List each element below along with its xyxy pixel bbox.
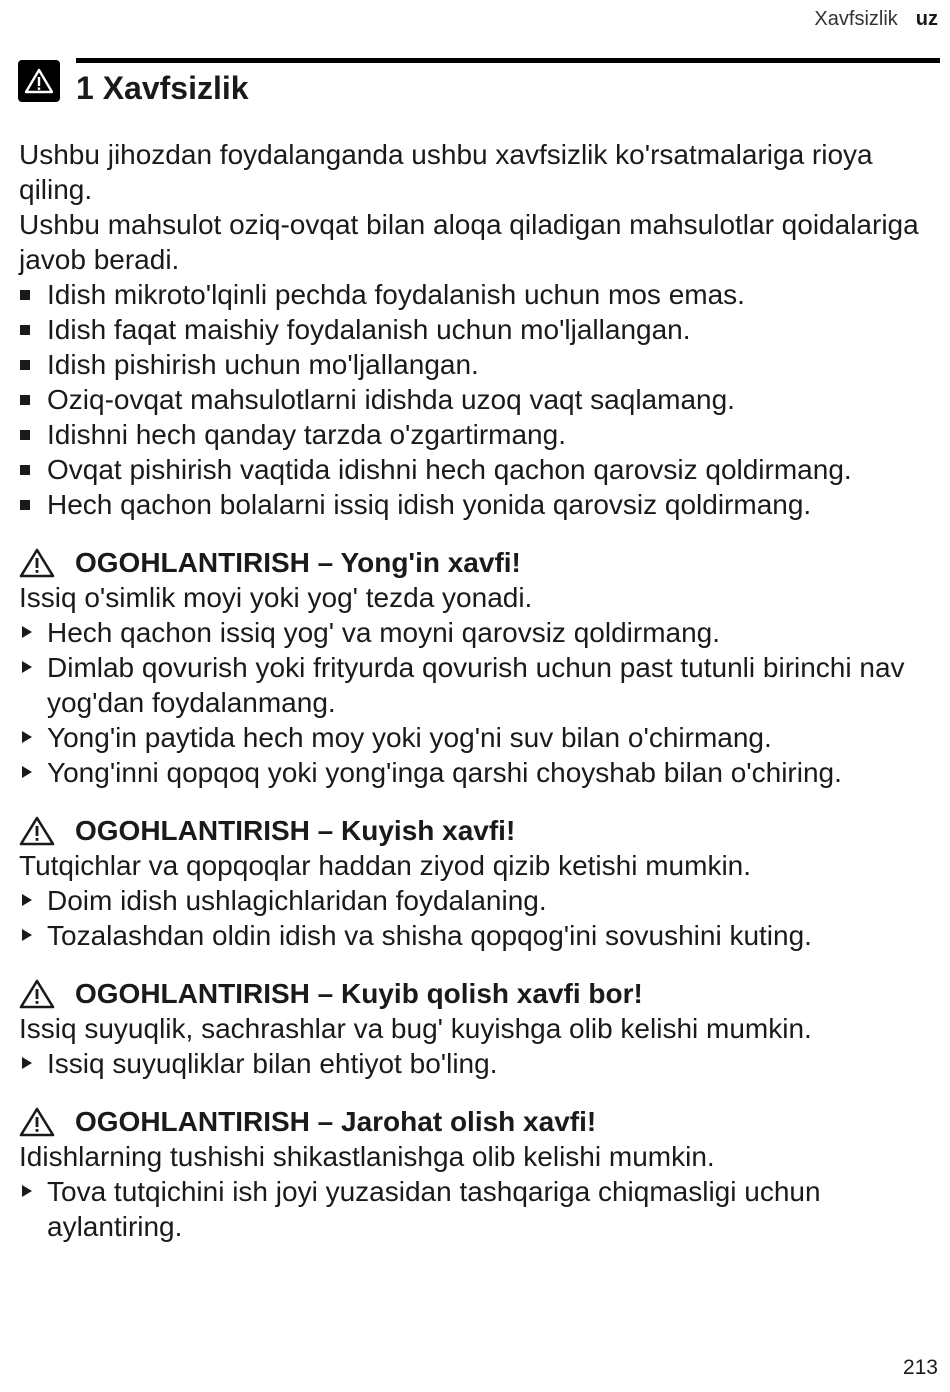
list-item <box>19 1046 929 1081</box>
warning-triangle-icon <box>19 1107 55 1137</box>
arrow-bullet-icon <box>22 929 32 941</box>
list-item-text: Idish mikroto'lqinli pechda foydalanish uchun mos emas. <box>47 279 745 310</box>
list-item <box>19 615 929 650</box>
main-content <box>19 137 929 1244</box>
page-number: 213 <box>902 1356 938 1379</box>
warning-text: Tutqichlar va qopqoqlar haddan ziyod qizib ketishi mumkin. <box>19 850 752 881</box>
list-item-text: Hech qachon bolalarni issiq idish yonida qarovsiz qoldirmang. <box>47 489 812 520</box>
intro-paragraph: Ushbu jihozdan foydalanganda ushbu xavfsizlik ko'rsatmalariga rioya qiling. <box>19 139 873 205</box>
warning-text: Issiq o'simlik moyi yoki yog' tezda yonadi. <box>19 582 533 613</box>
list-item <box>19 382 929 417</box>
warning-heading-text: OGOHLANTIRISH – Kuyib qolish xavfi bor! <box>75 978 643 1009</box>
warning-triangle-icon <box>19 979 55 1009</box>
list-item-text: Dimlab qovurish yoki frityurda qovurish uchun past tutunli birinchi nav yog'dan foydalanmang. <box>47 652 905 718</box>
warning-text: Issiq suyuqlik, sachrashlar va bug' kuyishga olib kelishi mumkin. <box>19 1013 812 1044</box>
list-item <box>19 1174 929 1244</box>
warning-triangle-icon <box>19 816 55 846</box>
header-rule <box>76 58 940 63</box>
list-item-text: Ovqat pishirish vaqtida idishni hech qachon qarovsiz qoldirmang. <box>47 454 852 485</box>
bullet-square-icon <box>20 290 30 300</box>
arrow-bullet-icon <box>22 626 32 638</box>
arrow-bullet-icon <box>22 766 32 778</box>
arrow-bullet-icon <box>22 894 32 906</box>
list-item <box>19 312 929 347</box>
header-lang: uz <box>915 8 938 30</box>
list-item-text: Oziq-ovqat mahsulotlarni idishda uzoq vaqt saqlamang. <box>47 384 735 415</box>
warning-triangle-icon <box>19 548 55 578</box>
list-item <box>19 452 929 487</box>
list-item <box>19 755 929 790</box>
list-item <box>19 277 929 312</box>
list-item <box>19 918 929 953</box>
list-item-text: Hech qachon issiq yog' va moyni qarovsiz qoldirmang. <box>47 617 721 648</box>
warning-heading <box>19 1104 929 1139</box>
warning-heading <box>19 545 929 580</box>
list-item-text: Idish pishirish uchun mo'ljallangan. <box>47 349 479 380</box>
warning-box-icon <box>18 60 60 102</box>
list-item <box>19 883 929 918</box>
warning-heading <box>19 813 929 848</box>
bullet-square-icon <box>20 395 30 405</box>
list-item-text: Yong'in paytida hech moy yoki yog'ni suv bilan o'chirmang. <box>47 722 772 753</box>
arrow-bullet-icon <box>22 1185 32 1197</box>
list-item-text: Yong'inni qopqoq yoki yong'inga qarshi choyshab bilan o'chiring. <box>47 757 842 788</box>
arrow-bullet-icon <box>22 731 32 743</box>
bullet-square-icon <box>20 325 30 335</box>
warning-text: Idishlarning tushishi shikastlanishga olib kelishi mumkin. <box>19 1141 715 1172</box>
arrow-bullet-icon <box>22 661 32 673</box>
bullet-square-icon <box>20 360 30 370</box>
list-item <box>19 720 929 755</box>
list-item <box>19 417 929 452</box>
list-item-text: Tozalashdan oldin idish va shisha qopqog'ini sovushini kuting. <box>47 920 812 951</box>
list-item-text: Tova tutqichini ish joyi yuzasidan tashqariga chiqmasligi uchun aylantiring. <box>47 1176 821 1242</box>
list-item <box>19 347 929 382</box>
bullet-square-icon <box>20 500 30 510</box>
bullet-square-icon <box>20 465 30 475</box>
list-item <box>19 487 929 522</box>
header-section: Xavfsizlik <box>814 8 898 30</box>
list-item <box>19 650 929 720</box>
list-item-text: Doim idish ushlagichlaridan foydalaning. <box>47 885 547 916</box>
list-item-text: Idish faqat maishiy foydalanish uchun mo'ljallangan. <box>47 314 691 345</box>
warning-heading-text: OGOHLANTIRISH – Jarohat olish xavfi! <box>75 1106 597 1137</box>
list-item-text: Idishni hech qanday tarzda o'zgartirmang. <box>47 419 566 450</box>
page-title: 1 Xavfsizlik <box>76 70 249 106</box>
page-header <box>814 8 938 31</box>
bullet-square-icon <box>20 430 30 440</box>
warning-heading <box>19 976 929 1011</box>
warning-heading-text: OGOHLANTIRISH – Kuyish xavfi! <box>75 815 516 846</box>
arrow-bullet-icon <box>22 1057 32 1069</box>
warning-heading-text: OGOHLANTIRISH – Yong'in xavfi! <box>75 547 521 578</box>
intro-paragraph: Ushbu mahsulot oziq-ovqat bilan aloqa qiladigan mahsulotlar qoidalariga javob beradi. <box>19 209 919 275</box>
list-item-text: Issiq suyuqliklar bilan ehtiyot bo'ling. <box>47 1048 498 1079</box>
